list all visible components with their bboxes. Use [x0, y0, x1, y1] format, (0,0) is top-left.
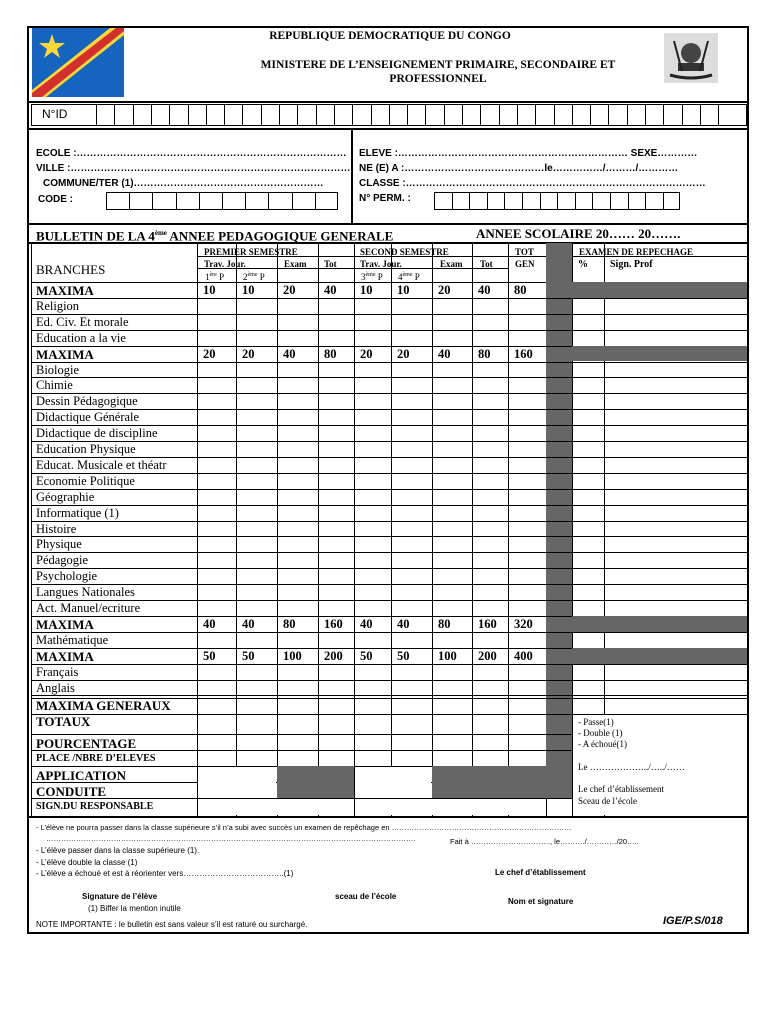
maxima-value: 320 [514, 616, 533, 631]
id-box-divider [425, 104, 426, 126]
maxima-value: 160 [324, 616, 343, 631]
subject-label: Physique [36, 537, 82, 552]
id-box-divider [224, 104, 225, 126]
maxima-value: 80 [324, 346, 337, 361]
id-box-divider [645, 104, 646, 126]
maxima-value: 160 [514, 346, 533, 361]
commune-field: COMMUNE/TER (1)………………………………………………… [43, 178, 324, 189]
trav-jour-2: Trav. Jour. [360, 259, 402, 269]
header-rule [27, 101, 749, 103]
code-box-divider [199, 192, 200, 210]
perm-label: N° PERM. : [359, 193, 411, 204]
ville-field: VILLE :………………………………………………………………………… [36, 163, 351, 174]
application-shade-1 [277, 766, 354, 798]
id-box-divider [371, 104, 372, 126]
subject-label: Français [36, 664, 79, 679]
perm-box-divider [469, 192, 470, 210]
id-box-divider [261, 104, 262, 126]
id-box-divider [663, 104, 664, 126]
id-box-divider [151, 104, 152, 126]
id-box-divider [718, 104, 719, 126]
period-1-num: 1 [205, 272, 210, 282]
code-box-divider [152, 192, 153, 210]
decision-chef: Le chef d’établissement [578, 784, 664, 794]
subject-label: Education Physique [36, 442, 136, 456]
maxima-value: 50 [360, 648, 373, 663]
subject-label: Psychologie [36, 569, 98, 584]
maxima-value: 40 [478, 283, 491, 297]
footer-rule [27, 816, 749, 818]
tot-gen-header-2: GEN [515, 259, 535, 269]
subject-label: Didactique Générale [36, 410, 140, 425]
subject-label: Economie Politique [36, 473, 135, 488]
table-row [31, 362, 747, 363]
app-cell-2 [355, 767, 431, 798]
id-box-divider [96, 104, 97, 126]
maxima-value: 20 [203, 346, 216, 361]
id-box-divider [169, 104, 170, 126]
decision-double: - Double (1) [578, 728, 623, 738]
id-box-divider [535, 104, 536, 126]
pct-header: % [578, 259, 588, 270]
repechage-shade [572, 282, 747, 298]
perm-box-divider [504, 192, 505, 210]
decision-passe: - Passe(1) [578, 717, 614, 727]
perm-box-divider [575, 192, 576, 210]
id-box-divider [389, 104, 390, 126]
perm-box-divider [628, 192, 629, 210]
perm-box-divider [452, 192, 453, 210]
period-1-sup: ère [209, 272, 217, 278]
footer-sig-eleve: Signature de l’élève [82, 892, 158, 901]
application-label: APPLICATION [36, 768, 127, 783]
table-row [31, 552, 747, 553]
id-box-divider [572, 104, 573, 126]
totals-row-line [31, 734, 572, 735]
repechage-header: EXAMEN DE REPECHAGE [579, 247, 694, 257]
app-col-line [354, 766, 355, 816]
code-box-divider [245, 192, 246, 210]
id-box-divider [188, 104, 189, 126]
maxima-value: 50 [397, 648, 410, 663]
decision-sceau: Sceau de l’école [578, 796, 637, 806]
table-row [31, 536, 747, 537]
subject-label: Anglais [36, 680, 75, 695]
footer-echoue: - L’élève a échoué et est à réorienter vers………………………………..(1) [36, 869, 294, 878]
id-box-divider [682, 104, 683, 126]
subject-label: Dessin Pédagogique [36, 394, 138, 409]
perm-box-divider [557, 192, 558, 210]
subject-label: MAXIMA [36, 648, 94, 664]
maxima-value: 80 [514, 283, 527, 297]
id-box-divider [554, 104, 555, 126]
maxima-value: 10 [242, 283, 255, 297]
footer-double: - L’élève double la classe (1) [36, 858, 138, 867]
app-col-line [197, 766, 198, 816]
subject-label: Education a la vie [36, 330, 126, 345]
footer-line2: …………………………………………………………………………………………………………………………………. [46, 834, 416, 843]
period-3-sup: ème [365, 272, 376, 278]
footer-passe: - L’élève passer dans la classe supérieure (1). [36, 846, 200, 855]
perm-box-divider [610, 192, 611, 210]
perm-box-divider [522, 192, 523, 210]
subject-label: MAXIMA [36, 346, 94, 362]
tot-header-1: Tot [324, 259, 337, 269]
maxima-value: 10 [397, 283, 410, 297]
maxima-value: 40 [397, 616, 410, 631]
table-row [31, 680, 747, 681]
subject-label: Informatique (1) [36, 505, 119, 520]
exam-header-1: Exam [284, 259, 307, 269]
subject-label: MAXIMA [36, 616, 94, 632]
place-label: PLACE /NBRE D’ELEVES [36, 753, 156, 764]
id-box-divider [480, 104, 481, 126]
maxima-value: 10 [203, 283, 216, 297]
subject-label: Langues Nationales [36, 585, 135, 600]
subject-label: Géographie [36, 489, 95, 504]
branches-header: BRANCHES [36, 262, 106, 277]
country-title: REPUBLIQUE DEMOCRATIQUE DU CONGO [269, 30, 511, 42]
bulletin-title-sup: ème [154, 229, 167, 237]
maxima-value: 100 [283, 648, 302, 663]
maxima-value: 40 [203, 616, 216, 631]
second-semestre-header: SECOND SEMESTRE [360, 247, 449, 257]
footer-chef: Le chef d’établissement [495, 868, 586, 877]
maxima-value: 40 [242, 616, 255, 631]
title-rule [27, 242, 749, 244]
footer-line1: - L’élève ne pourra passer dans la classe supérieure s’il n’a subi avec succès un examen de repêchage en ……………………………………………………………… [36, 823, 572, 832]
id-box-divider [133, 104, 134, 126]
period-2-num: 2 [243, 272, 248, 282]
subject-label: Histoire [36, 521, 77, 536]
code-box-divider [315, 192, 316, 210]
exam-header-2: Exam [440, 259, 463, 269]
id-box-divider [517, 104, 518, 126]
table-row [31, 505, 747, 506]
perm-box-divider [487, 192, 488, 210]
id-box-divider [700, 104, 701, 126]
ne-field: NE (E) A :……………………………………le……………/………/………… [359, 163, 679, 174]
maxima-value: 40 [360, 616, 373, 631]
table-row [31, 441, 747, 442]
footer-nom: Nom et signature [508, 897, 574, 906]
maxima-value: 20 [438, 283, 451, 297]
code-box-divider [268, 192, 269, 210]
period-4-num: 4 [398, 272, 403, 282]
application-shade-2 [432, 766, 572, 798]
id-box-divider [352, 104, 353, 126]
id-box-divider [444, 104, 445, 126]
footer-fait: Fait à ………………………….., le………./…………/20….. [450, 837, 639, 846]
subject-label: Educat. Musicale et théatr [36, 457, 167, 472]
period-3 [361, 268, 383, 285]
maxima-value: 20 [242, 346, 255, 361]
period-2 [243, 268, 265, 285]
form-code: IGE/P.S/018 [663, 915, 723, 927]
subject-label: MAXIMA [36, 283, 94, 298]
id-box-divider [206, 104, 207, 126]
perm-box-divider [592, 192, 593, 210]
id-label: N°ID [42, 107, 68, 121]
period-3-num: 3 [361, 272, 366, 282]
annee-scolaire: ANNEE SCOLAIRE 20…… 20……. [476, 226, 681, 241]
conduite-label: CONDUITE [36, 784, 107, 799]
table-row [31, 584, 747, 585]
table-row [31, 521, 747, 522]
id-rule [27, 128, 749, 130]
table-row [31, 330, 747, 331]
footer-biffer: (1) Biffer la mention inutile [88, 904, 181, 913]
premier-semestre-header: PREMIER SEMESTRE [204, 247, 298, 257]
footer-note: NOTE IMPORTANTE : le bulletin est sans valeur s’il est raturé ou surchargé. [36, 920, 308, 929]
subject-label: Didactique de discipline [36, 426, 158, 441]
subject-label: Pédagogie [36, 553, 89, 568]
code-box-divider [222, 192, 223, 210]
bulletin-title-rest: ANNEE PEDAGOGIQUE GENERALE [166, 228, 394, 244]
maxima-value: 80 [438, 616, 451, 631]
bulletin-title [36, 226, 393, 243]
period-4-p: P [414, 272, 420, 282]
subject-label: Religion [36, 298, 80, 313]
subject-label: Act. Manuel/ecriture [36, 601, 141, 615]
code-label: CODE : [38, 194, 73, 205]
ministry-line2: PROFESSIONNEL [389, 73, 487, 85]
maxima-value: 50 [203, 648, 216, 663]
subject-label: Biologie [36, 362, 80, 377]
repechage-shade [572, 616, 747, 632]
info-divider [351, 129, 353, 224]
period-2-p: P [259, 272, 265, 282]
id-box-divider [627, 104, 628, 126]
maxima-value: 40 [438, 346, 451, 361]
sign-prof-header: Sign. Prof [610, 259, 653, 270]
sign-cell-1 [198, 799, 353, 815]
maxima-value: 160 [478, 616, 497, 631]
decision-date: Le ………………../…../…… [578, 762, 685, 772]
grid-col-line [747, 243, 748, 816]
period-2-sup: ème [247, 272, 258, 278]
code-box-divider [292, 192, 293, 210]
maxima-value: 50 [242, 648, 255, 663]
id-box-divider [334, 104, 335, 126]
id-box-divider [114, 104, 115, 126]
eleve-field: ELEVE :…………………………………………………………… SEXE………… [359, 148, 698, 159]
pourcentage-label: POURCENTAGE [36, 736, 137, 751]
table-row [31, 393, 747, 394]
id-box-divider [297, 104, 298, 126]
subject-label: Ed. Civ. Et morale [36, 314, 129, 329]
maxima-value: 80 [283, 616, 296, 631]
repechage-row-line [572, 698, 747, 699]
totals-row-line [31, 714, 572, 715]
ecole-field: ECOLE :……………………………………………………………………… [36, 148, 347, 159]
code-box-divider [129, 192, 130, 210]
period-3-p: P [377, 272, 383, 282]
maxima-value: 80 [478, 346, 491, 361]
maxima-value: 20 [283, 283, 296, 297]
subject-label: Mathématique [36, 632, 109, 647]
period-1-p: P [219, 272, 225, 282]
bulletin-title-main: BULLETIN DE LA 4 [36, 228, 155, 244]
maxima-generaux-label: MAXIMA GENERAUX [36, 698, 171, 713]
maxima-value: 200 [324, 648, 343, 663]
tot-header-2: Tot [480, 259, 493, 269]
id-box-divider [316, 104, 317, 126]
id-box-divider [279, 104, 280, 126]
maxima-value: 400 [514, 648, 533, 663]
table-row [31, 695, 747, 696]
id-box-divider [462, 104, 463, 126]
id-box-divider [407, 104, 408, 126]
perm-box-divider [663, 192, 664, 210]
table-row [31, 664, 747, 665]
id-box-divider [499, 104, 500, 126]
tot-gen-header-1: TOT [515, 247, 534, 257]
classe-field: CLASSE :……………………………………………………………………………… [359, 178, 706, 189]
subject-label: Chimie [36, 378, 73, 393]
perm-box-divider [645, 192, 646, 210]
maxima-value: 200 [478, 648, 497, 663]
maxima-value: 20 [360, 346, 373, 361]
code-box-divider [176, 192, 177, 210]
table-row [31, 632, 747, 633]
info-rule [27, 223, 749, 225]
app-cell-1 [198, 767, 276, 798]
maxima-value: 40 [283, 346, 296, 361]
totaux-label: TOTAUX [36, 714, 91, 729]
decision-echoue: - A échoué(1) [578, 739, 627, 749]
maxima-value: 40 [324, 283, 337, 297]
repechage-shade [572, 346, 747, 362]
decision-col-line [572, 714, 573, 816]
sign-responsable-label: SIGN.DU RESPONSABLE [36, 801, 154, 812]
ministry-line1: MINISTERE DE L’ENSEIGNEMENT PRIMAIRE, SECONDAIRE ET [260, 59, 616, 71]
table-row [31, 314, 747, 315]
trav-jour-1: Trav. Jour. [204, 259, 246, 269]
id-box-divider [590, 104, 591, 126]
maxima-value: 100 [438, 648, 457, 663]
table-row [31, 473, 747, 474]
period-4 [398, 268, 420, 285]
period-4-sup: ème [402, 272, 413, 278]
table-row [31, 489, 747, 490]
id-box-divider [242, 104, 243, 126]
period-1 [205, 268, 224, 285]
id-box-divider [608, 104, 609, 126]
footer-sceau: sceau de l’école [335, 892, 397, 901]
perm-box-divider [540, 192, 541, 210]
table-row [31, 568, 747, 569]
drc-flag-icon [32, 28, 124, 97]
sign-cell-2 [355, 799, 546, 815]
repechage-shade [572, 648, 747, 664]
table-row [31, 377, 747, 378]
maxima-value: 10 [360, 283, 373, 297]
table-row [31, 298, 747, 299]
maxima-value: 20 [397, 346, 410, 361]
